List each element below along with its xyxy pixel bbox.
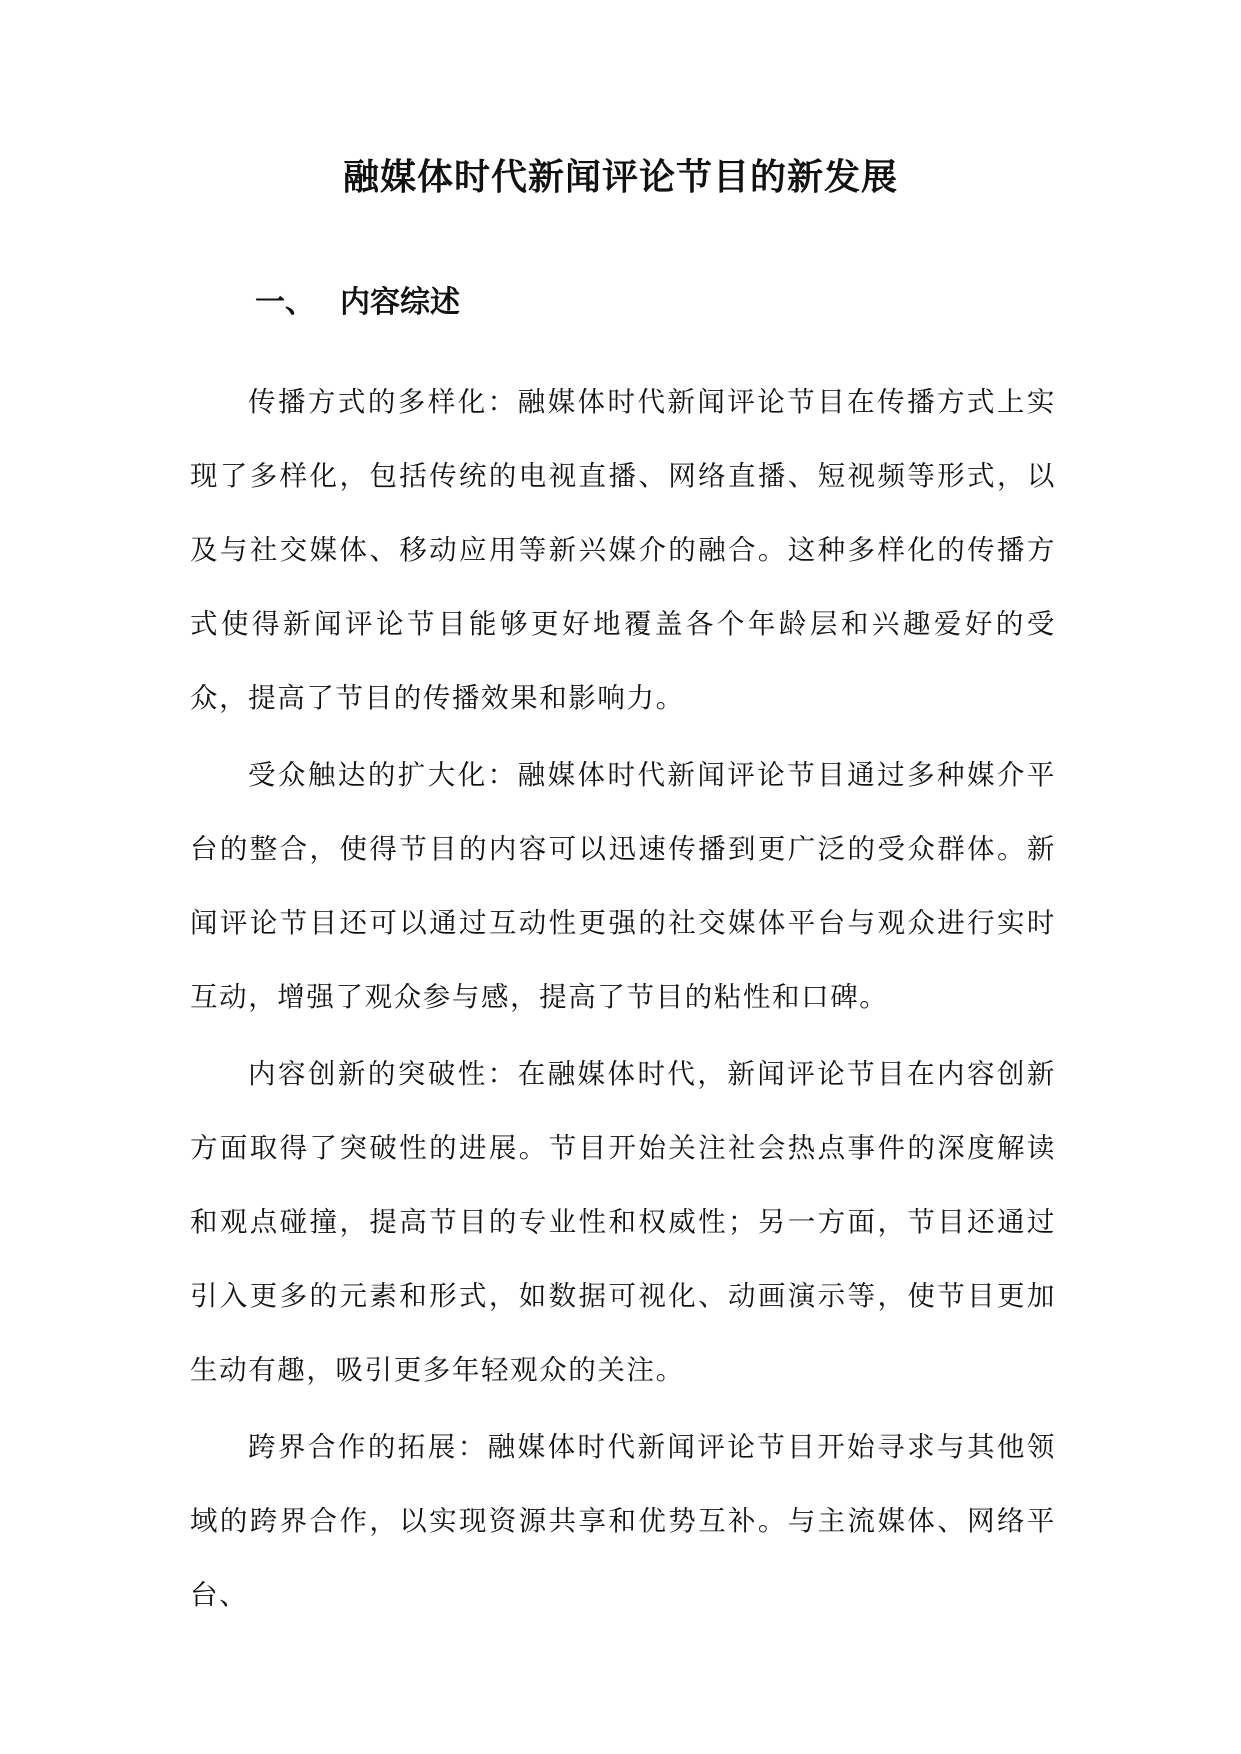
section-number: 一、	[255, 285, 315, 320]
section-title: 内容综述	[340, 285, 460, 320]
document-body	[190, 365, 1056, 1635]
paragraph-audience-reach: 受众触达的扩大化：融媒体时代新闻评论节目通过多种媒介平台的整合，使得节目的内容可以迅速传播到更广泛的受众群体。新闻评论节目还可以通过互动性更强的社交媒体平台与观众进行实时互动，增强了观众参与感，提高了节目的粘性和口碑。	[190, 759, 1056, 1013]
document-title: 融媒体时代新闻评论节目的新发展	[342, 157, 898, 198]
paragraph-content-innovation: 内容创新的突破性：在融媒体时代，新闻评论节目在内容创新方面取得了突破性的进展。节目开始关注社会热点事件的深度解读和观点碰撞，提高节目的专业性和权威性；另一方面，节目还通过引入更多的元素和形式，如数据可视化、动画演示等，使节目更加生动有趣，吸引更多年轻观众的关注。	[190, 1058, 1056, 1386]
paragraph-dissemination: 传播方式的多样化：融媒体时代新闻评论节目在传播方式上实现了多样化，包括传统的电视直播、网络直播、短视频等形式，以及与社交媒体、移动应用等新兴媒介的融合。这种多样化的传播方式使得新闻评论节目能够更好地覆盖各个年龄层和兴趣爱好的受众，提高了节目的传播效果和影响力。	[190, 386, 1056, 714]
paragraph-cross-border-cooperation: 跨界合作的拓展：融媒体时代新闻评论节目开始寻求与其他领域的跨界合作，以实现资源共享和优势互补。与主流媒体、网络平台、	[190, 1431, 1056, 1611]
section-heading	[255, 275, 460, 331]
